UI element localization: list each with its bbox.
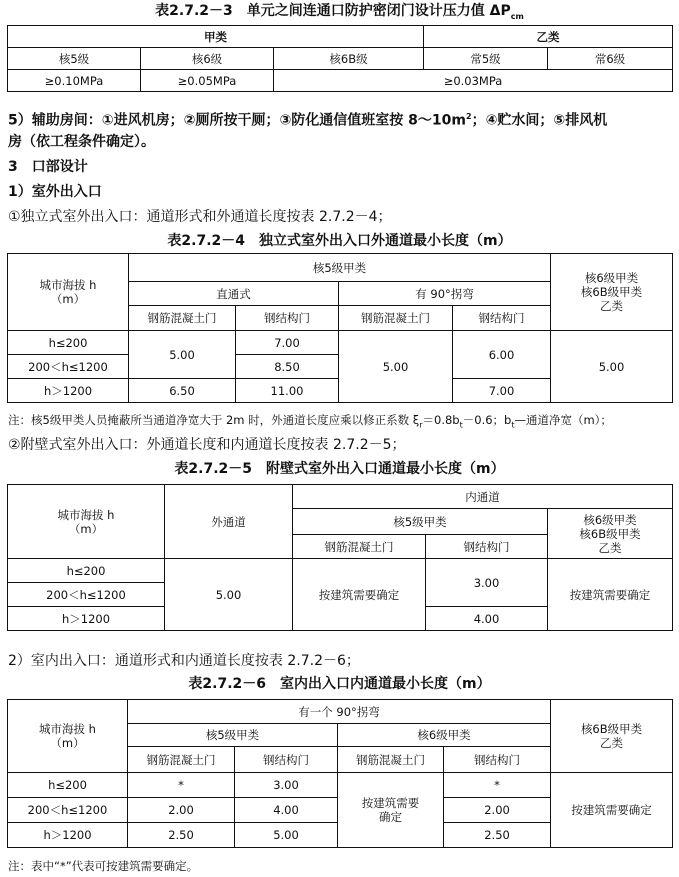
t5-h-inner: 内通道 bbox=[293, 485, 673, 509]
t6-h-k6b: 核6B级甲类 乙类 bbox=[551, 700, 673, 773]
t3-val-rest: ≥0.03MPa bbox=[274, 70, 673, 92]
t6-k5-rc-1: * bbox=[128, 773, 235, 798]
t6-row-3: h＞1200 bbox=[8, 823, 128, 848]
t4-t-st-3: 7.00 bbox=[453, 379, 551, 403]
t6-row-1: h≤200 bbox=[8, 773, 128, 798]
table-5 bbox=[7, 484, 673, 631]
t4-row-1: h≤200 bbox=[8, 331, 129, 355]
t4-row-3: h＞1200 bbox=[8, 379, 129, 403]
t3-col-k6: 核6级 bbox=[141, 48, 274, 70]
table-4-caption: 表2.7.2－4 独立式室外出入口外通道最小长度（m） bbox=[167, 233, 512, 249]
para-3-1-b: ②附壁式室外出入口：外通道长度和内通道长度按表 2.7.2－5； bbox=[8, 437, 406, 453]
t6-h-k6: 核6级甲类 bbox=[338, 724, 551, 747]
t6-h-rc-2: 钢筋混凝土门 bbox=[338, 747, 444, 773]
t5-h-k6: 核6级甲类 核6B级甲类 乙类 bbox=[548, 509, 673, 559]
para-3-2: 2）室内出入口：通道形式和内通道长度按表 2.7.2－6； bbox=[8, 653, 360, 669]
para-3-1-a: ①独立式室外出入口：通道形式和外通道长度按表 2.7.2－4； bbox=[8, 209, 392, 225]
t6-k6-st-3: 2.50 bbox=[444, 823, 551, 848]
t4-h-k5: 核5级甲类 bbox=[129, 254, 551, 282]
t5-st-3: 4.00 bbox=[426, 607, 548, 631]
t6-h-turn: 有一个 90°拐弯 bbox=[128, 700, 551, 724]
t3-header-jia: 甲类 bbox=[8, 26, 424, 48]
table-6 bbox=[7, 699, 673, 848]
t3-header-yi: 乙类 bbox=[424, 26, 673, 48]
t5-h-st: 钢结构门 bbox=[426, 535, 548, 559]
t4-k6: 5.00 bbox=[551, 331, 673, 403]
t4-h-turn: 有 90°拐弯 bbox=[339, 282, 551, 306]
t6-h-st-2: 钢结构门 bbox=[444, 747, 551, 773]
t6-k5-st-2: 4.00 bbox=[235, 798, 338, 823]
t4-h-rc-1: 钢筋混凝土门 bbox=[129, 306, 236, 331]
t3-col-k5: 核5级 bbox=[8, 48, 141, 70]
para-5-cont: 房（依工程条件确定）。 bbox=[8, 134, 155, 150]
t4-h-rc-2: 钢筋混凝土门 bbox=[339, 306, 453, 331]
t4-s-rc-3: 6.50 bbox=[129, 379, 236, 403]
table-6-caption: 表2.7.2－6 室内出入口内通道最小长度（m） bbox=[188, 676, 491, 692]
t6-k6-rc: 按建筑需要 确定 bbox=[338, 773, 444, 848]
t4-t-st-12: 6.00 bbox=[453, 331, 551, 379]
t6-h-st-1: 钢结构门 bbox=[235, 747, 338, 773]
t5-h-k5: 核5级甲类 bbox=[293, 509, 548, 535]
t6-k5-st-1: 3.00 bbox=[235, 773, 338, 798]
t4-h-k6: 核6级甲类 核6B级甲类 乙类 bbox=[551, 254, 673, 331]
t4-s-st-1: 7.00 bbox=[236, 331, 339, 355]
t4-s-st-2: 8.50 bbox=[236, 355, 339, 379]
t5-h-city: 城市海拔 h （m） bbox=[8, 485, 165, 559]
t5-row-3: h＞1200 bbox=[8, 607, 165, 631]
para-5: 5）辅助房间：①进风机房；②厕所按干厕；③防化通信值班室按 $8\sim 10m^2$；④贮水间；⑤排风机 bbox=[8, 112, 608, 129]
table-3-caption: 表2.7.2－3 单元之间连通口防护密闭门设计压力值 $\Delta P_{cm}$ bbox=[155, 3, 524, 21]
t4-h-straight: 直通式 bbox=[129, 282, 339, 306]
t4-s-st-3: 11.00 bbox=[236, 379, 339, 403]
t3-val-k6: ≥0.05MPa bbox=[141, 70, 274, 92]
table-4-note: 注：核5级甲类人员掩蔽所当通道净宽大于 2m 时，外通道长度应乘以修正系数 $\xi_r=0.8b_t-0.6$；$b_t—$通道净宽（m）； bbox=[8, 413, 612, 430]
t6-h-k5: 核5级甲类 bbox=[128, 724, 338, 747]
t4-h-city: 城市海拔 h （m） bbox=[8, 254, 129, 331]
t6-row-2: 200＜h≤1200 bbox=[8, 798, 128, 823]
t4-h-st-1: 钢结构门 bbox=[236, 306, 339, 331]
t6-k6-st-1: * bbox=[444, 773, 551, 798]
t5-rc: 按建筑需要确定 bbox=[293, 559, 426, 631]
t6-k5-rc-3: 2.50 bbox=[128, 823, 235, 848]
t4-row-2: 200＜h≤1200 bbox=[8, 355, 129, 379]
t5-outer: 5.00 bbox=[165, 559, 293, 631]
table-6-note: 注：表中“*”代表可按建筑需要确定。 bbox=[8, 859, 199, 873]
t3-col-k6b: 核6B级 bbox=[274, 48, 424, 70]
t6-k6-st-2: 2.00 bbox=[444, 798, 551, 823]
t5-row-2: 200＜h≤1200 bbox=[8, 583, 165, 607]
table-3 bbox=[7, 25, 673, 92]
t6-k5-rc-2: 2.00 bbox=[128, 798, 235, 823]
t3-val-k5: ≥0.10MPa bbox=[8, 70, 141, 92]
t4-s-rc-12: 5.00 bbox=[129, 331, 236, 379]
t5-h-rc: 钢筋混凝土门 bbox=[293, 535, 426, 559]
t5-st-12: 3.00 bbox=[426, 559, 548, 607]
t5-row-1: h≤200 bbox=[8, 559, 165, 583]
t6-h-rc-1: 钢筋混凝土门 bbox=[128, 747, 235, 773]
table-4 bbox=[7, 253, 673, 403]
t5-h-outer: 外通道 bbox=[165, 485, 293, 559]
t6-k6b: 按建筑需要确定 bbox=[551, 773, 673, 848]
heading-3: 3 口部设计 bbox=[8, 159, 88, 175]
t3-col-c6: 常6级 bbox=[548, 48, 673, 70]
t4-t-rc: 5.00 bbox=[339, 331, 453, 403]
heading-3-1: 1）室外出入口 bbox=[8, 184, 102, 200]
t6-k5-st-3: 5.00 bbox=[235, 823, 338, 848]
t4-h-st-2: 钢结构门 bbox=[453, 306, 551, 331]
t6-h-city: 城市海拔 h （m） bbox=[8, 700, 128, 773]
table-5-caption: 表2.7.2－5 附壁式室外出入口通道最小长度（m） bbox=[174, 461, 505, 477]
t3-col-c5: 常5级 bbox=[424, 48, 548, 70]
t5-k6: 按建筑需要确定 bbox=[548, 559, 673, 631]
